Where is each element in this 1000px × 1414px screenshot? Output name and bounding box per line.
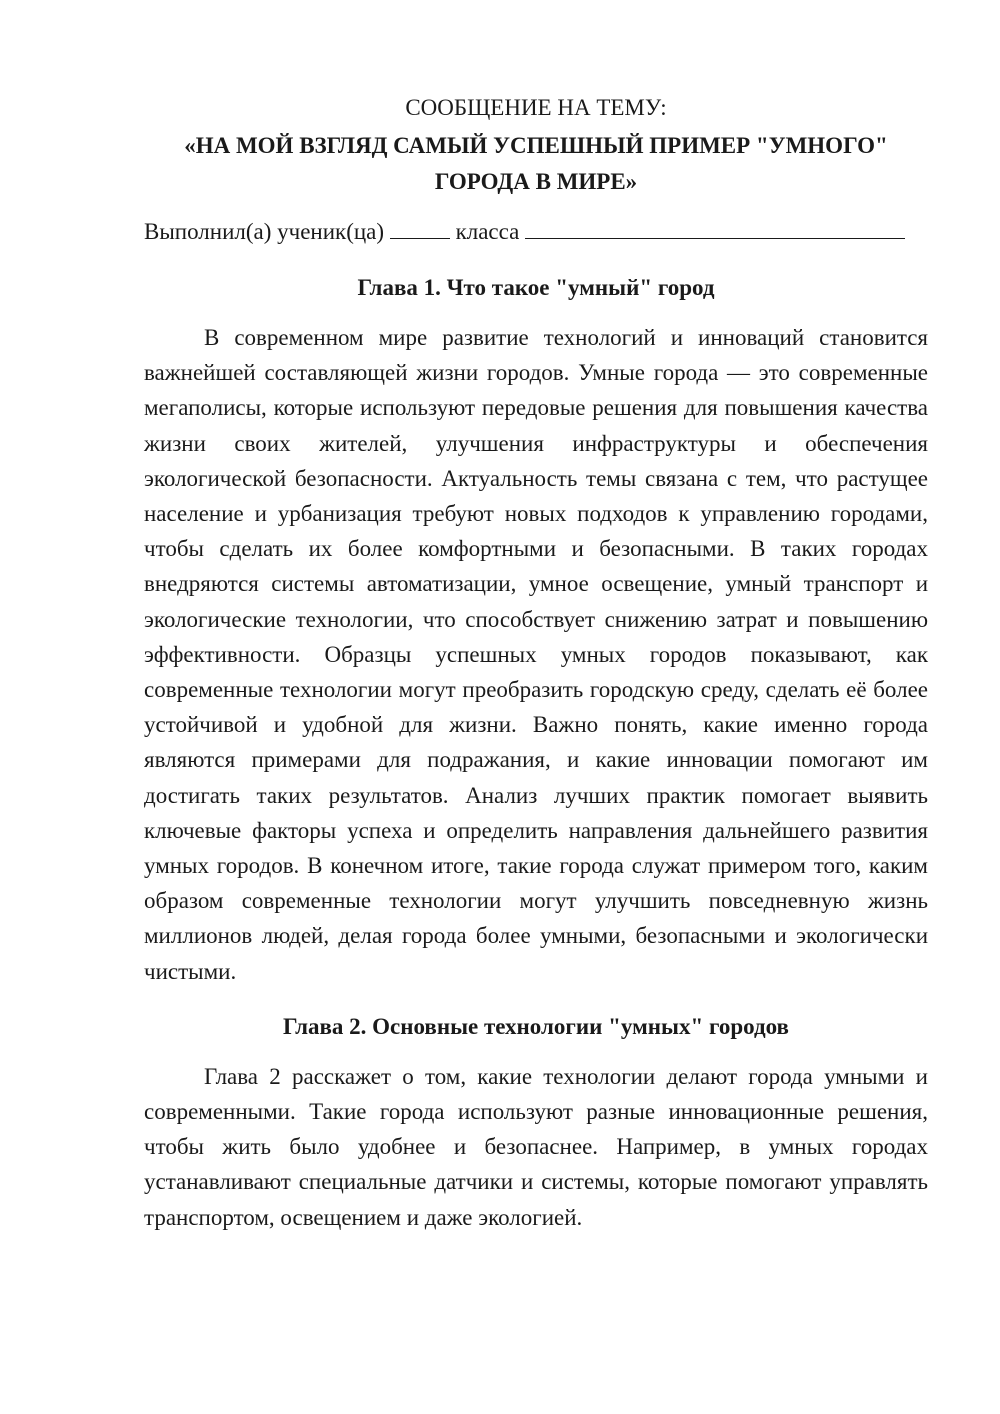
grade-blank [390, 220, 450, 239]
document-page [144, 88, 928, 1235]
chapter-1-paragraph: В современном мире развитие технологий и инноваций становится важнейшей составляющей жизни городов. Умные города — это современные мегаполисы, которые используют передовые решения для повышения качества жизни своих жителей, улучшения инфраструктуры и обеспечения экологической безопасности. Актуальность темы связана с тем, что растущее население и урбанизация требуют новых подходов к управлению городами, чтобы сделать их более комфортными и безопасными. В таких городах внедряются системы автоматизации, умное освещение, умный транспорт и экологические технологии, что способствует снижению затрат и повышению эффективности. Образцы успешных умных городов показывают, как современные технологии могут преобразить городскую среду, сделать её более устойчивой и удобной для жизни. Важно понять, какие именно города являются примерами для подражания, и какие инновации помогают им достигать таких результатов. Анализ лучших практик помогает выявить ключевые факторы успеха и определить направления дальнейшего развития умных городов. В конечном итоге, такие города служат примером того, каким образом современные технологии могут улучшить повседневную жизнь миллионов людей, делая города более умными, безопасными и экологически чистыми. [144, 325, 928, 984]
document-title: «НА МОЙ ВЗГЛЯД САМЫЙ УСПЕШНЫЙ ПРИМЕР "УМНОГО" ГОРОДА В МИРЕ» [184, 133, 888, 194]
class-label: класса [455, 219, 520, 244]
chapter-1-heading: Глава 1. Что такое "умный" город [357, 275, 715, 300]
author-line [144, 214, 928, 250]
name-blank [525, 220, 905, 239]
chapter-2-paragraph: Глава 2 расскажет о том, какие технологии делают города умными и современными. Такие города используют разные инновационные решения, чтобы жить было удобнее и безопаснее. Например, в умных городах устанавливают специальные датчики и системы, которые помогают управлять транспортом, освещением и даже экологией. [144, 1063, 928, 1230]
author-prefix: Выполнил(а) ученик(ца) [144, 219, 385, 244]
chapter-2-heading: Глава 2. Основные технологии "умных" городов [283, 1013, 789, 1039]
document-type: СООБЩЕНИЕ НА ТЕМУ: [405, 95, 667, 120]
